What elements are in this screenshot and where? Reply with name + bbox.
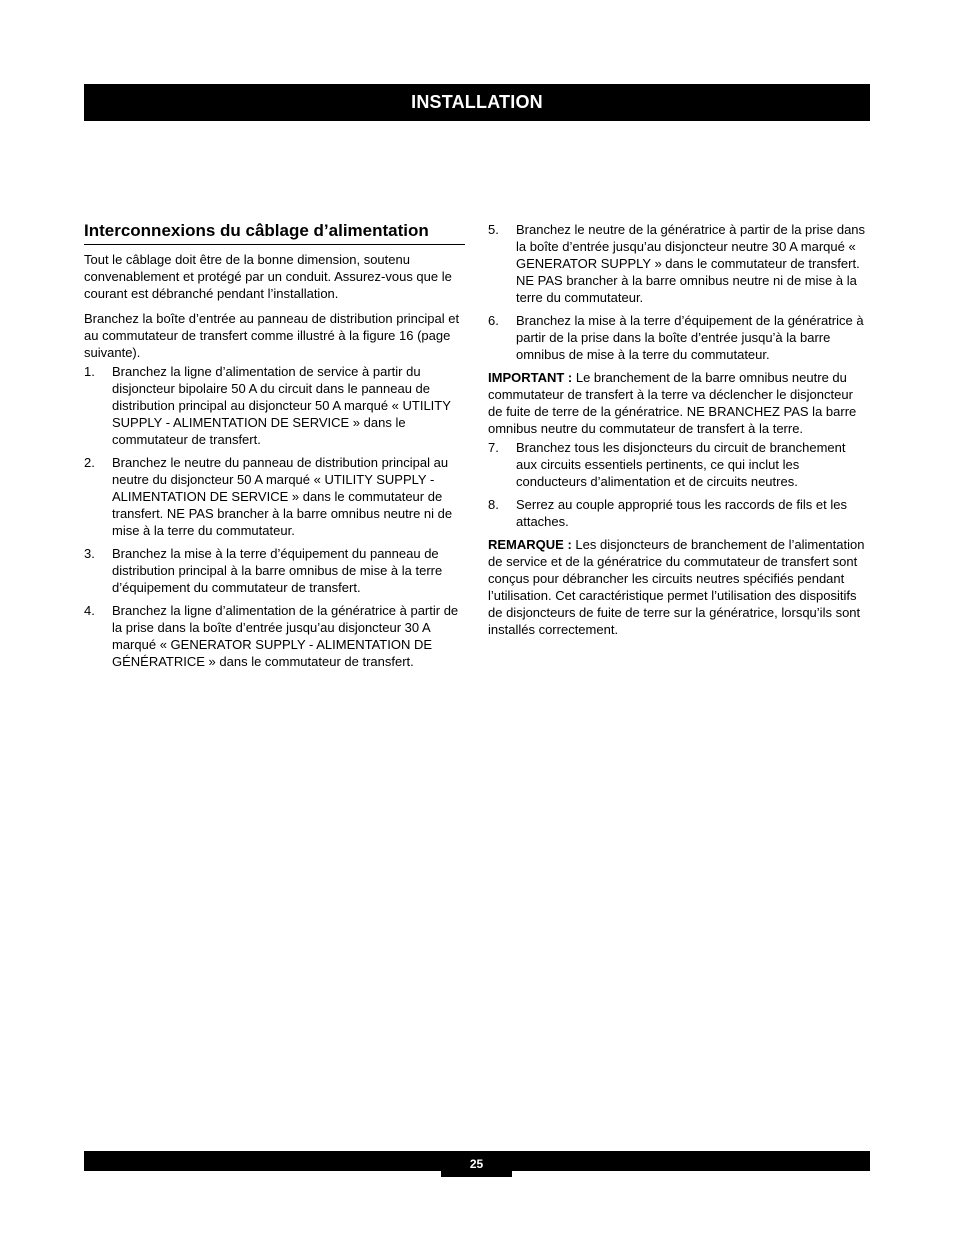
right-column [488, 221, 869, 646]
remark-text: Les disjoncteurs de branchement de l’alimentation de service et de la génératrice du commutateur de transfert sont conçus pour débrancher les circuits neutres spécifiés pendant l’utilisation. Cet caractéristique permet l’utilisation des dispositifs de disjoncteurs de fuite de terre sur la génératrice, lorsqu’ils sont installés correctement. [488, 537, 865, 637]
step-number: 1. [84, 364, 95, 379]
section-title: Interconnexions du câblage d’alimentation [84, 220, 465, 245]
page-number: 25 [469, 1157, 484, 1171]
step-text: Branchez tous les disjoncteurs du circuit de branchement aux circuits essentiels pertinents, ce qui inclut les conducteurs d’alimentation et de circuits neutres. [516, 440, 846, 489]
intro-paragraph: Branchez la boîte d’entrée au panneau de distribution principal et au commutateur de transfert comme illustré à la figure 16 (page suivante). [84, 311, 460, 360]
remark-label: REMARQUE : [488, 537, 572, 552]
section-header-bar [84, 84, 870, 121]
list-item [84, 545, 465, 596]
step-text: Branchez la ligne d’alimentation de la génératrice à partir de la prise dans la boîte d’entrée jusqu’au disjoncteur 30 A marqué « GENERATOR SUPPLY - ALIMENTATION DE GÉNÉRATRICE » dans le commutateur de transfert. [112, 603, 459, 669]
step-text: Branchez la mise à la terre d’équipement de la génératrice à partir de la prise dans la boîte d’entrée jusqu’à la barre omnibus de mise à la terre du commutateur. [516, 313, 864, 362]
list-item [84, 602, 465, 670]
list-item [488, 221, 869, 306]
list-item [488, 439, 869, 490]
important-label: IMPORTANT : [488, 370, 573, 385]
step-text: Branchez le neutre de la génératrice à partir de la prise dans la boîte d’entrée jusqu’au disjoncteur neutre 30 A marqué « GENERATOR SUPPLY » dans le commutateur de transfert. NE PAS brancher à la barre omnibus neutre ni de mise à la terre du commutateur. [516, 222, 866, 305]
left-column [84, 220, 465, 676]
step-number: 3. [84, 546, 95, 561]
list-item [84, 454, 465, 539]
step-text: Branchez la ligne d’alimentation de service à partir du disjoncteur bipolaire 50 A du circuit dans le panneau de distribution principal au disjoncteur 50 A marqué « UTILITY SUPPLY - ALIMENTATION DE SERVICE » dans le commutateur de transfert. [112, 364, 451, 447]
page-number-tab [441, 1151, 512, 1177]
steps-list-left [84, 363, 465, 670]
important-note [488, 369, 869, 437]
list-item [488, 496, 869, 530]
steps-list-right-b [488, 439, 869, 530]
remark-note [488, 536, 869, 638]
step-number: 7. [488, 440, 499, 455]
list-item [84, 363, 465, 448]
step-number: 8. [488, 497, 499, 512]
step-number: 6. [488, 313, 499, 328]
list-item [488, 312, 869, 363]
header-title: INSTALLATION [411, 92, 543, 112]
step-number: 2. [84, 455, 95, 470]
step-text: Branchez le neutre du panneau de distribution principal au neutre du disjoncteur 50 A marqué « UTILITY SUPPLY - ALIMENTATION DE SERVICE » dans le commutateur de transfert. NE PAS brancher à la barre omnibus neutre ni de mise à la terre du commutateur. [112, 455, 453, 538]
intro-paragraph: Tout le câblage doit être de la bonne dimension, soutenu convenablement et protégé par un conduit. Assurez-vous que le courant est débranché pendant l’installation. [84, 252, 452, 301]
important-text: Le branchement de la barre omnibus neutre du commutateur de transfert à la terre va déclencher le disjoncteur de fuite de terre de la génératrice. NE BRANCHEZ PAS la barre omnibus neutre du commutateur de transfert à la terre. [488, 370, 857, 436]
step-number: 4. [84, 603, 95, 618]
step-number: 5. [488, 222, 499, 237]
step-text: Serrez au couple approprié tous les raccords de fils et les attaches. [516, 497, 847, 529]
step-text: Branchez la mise à la terre d’équipement du panneau de distribution principal à la barre omnibus de mise à la terre d’équipement du commutateur de transfert. [112, 546, 443, 595]
steps-list-right-a [488, 221, 869, 363]
